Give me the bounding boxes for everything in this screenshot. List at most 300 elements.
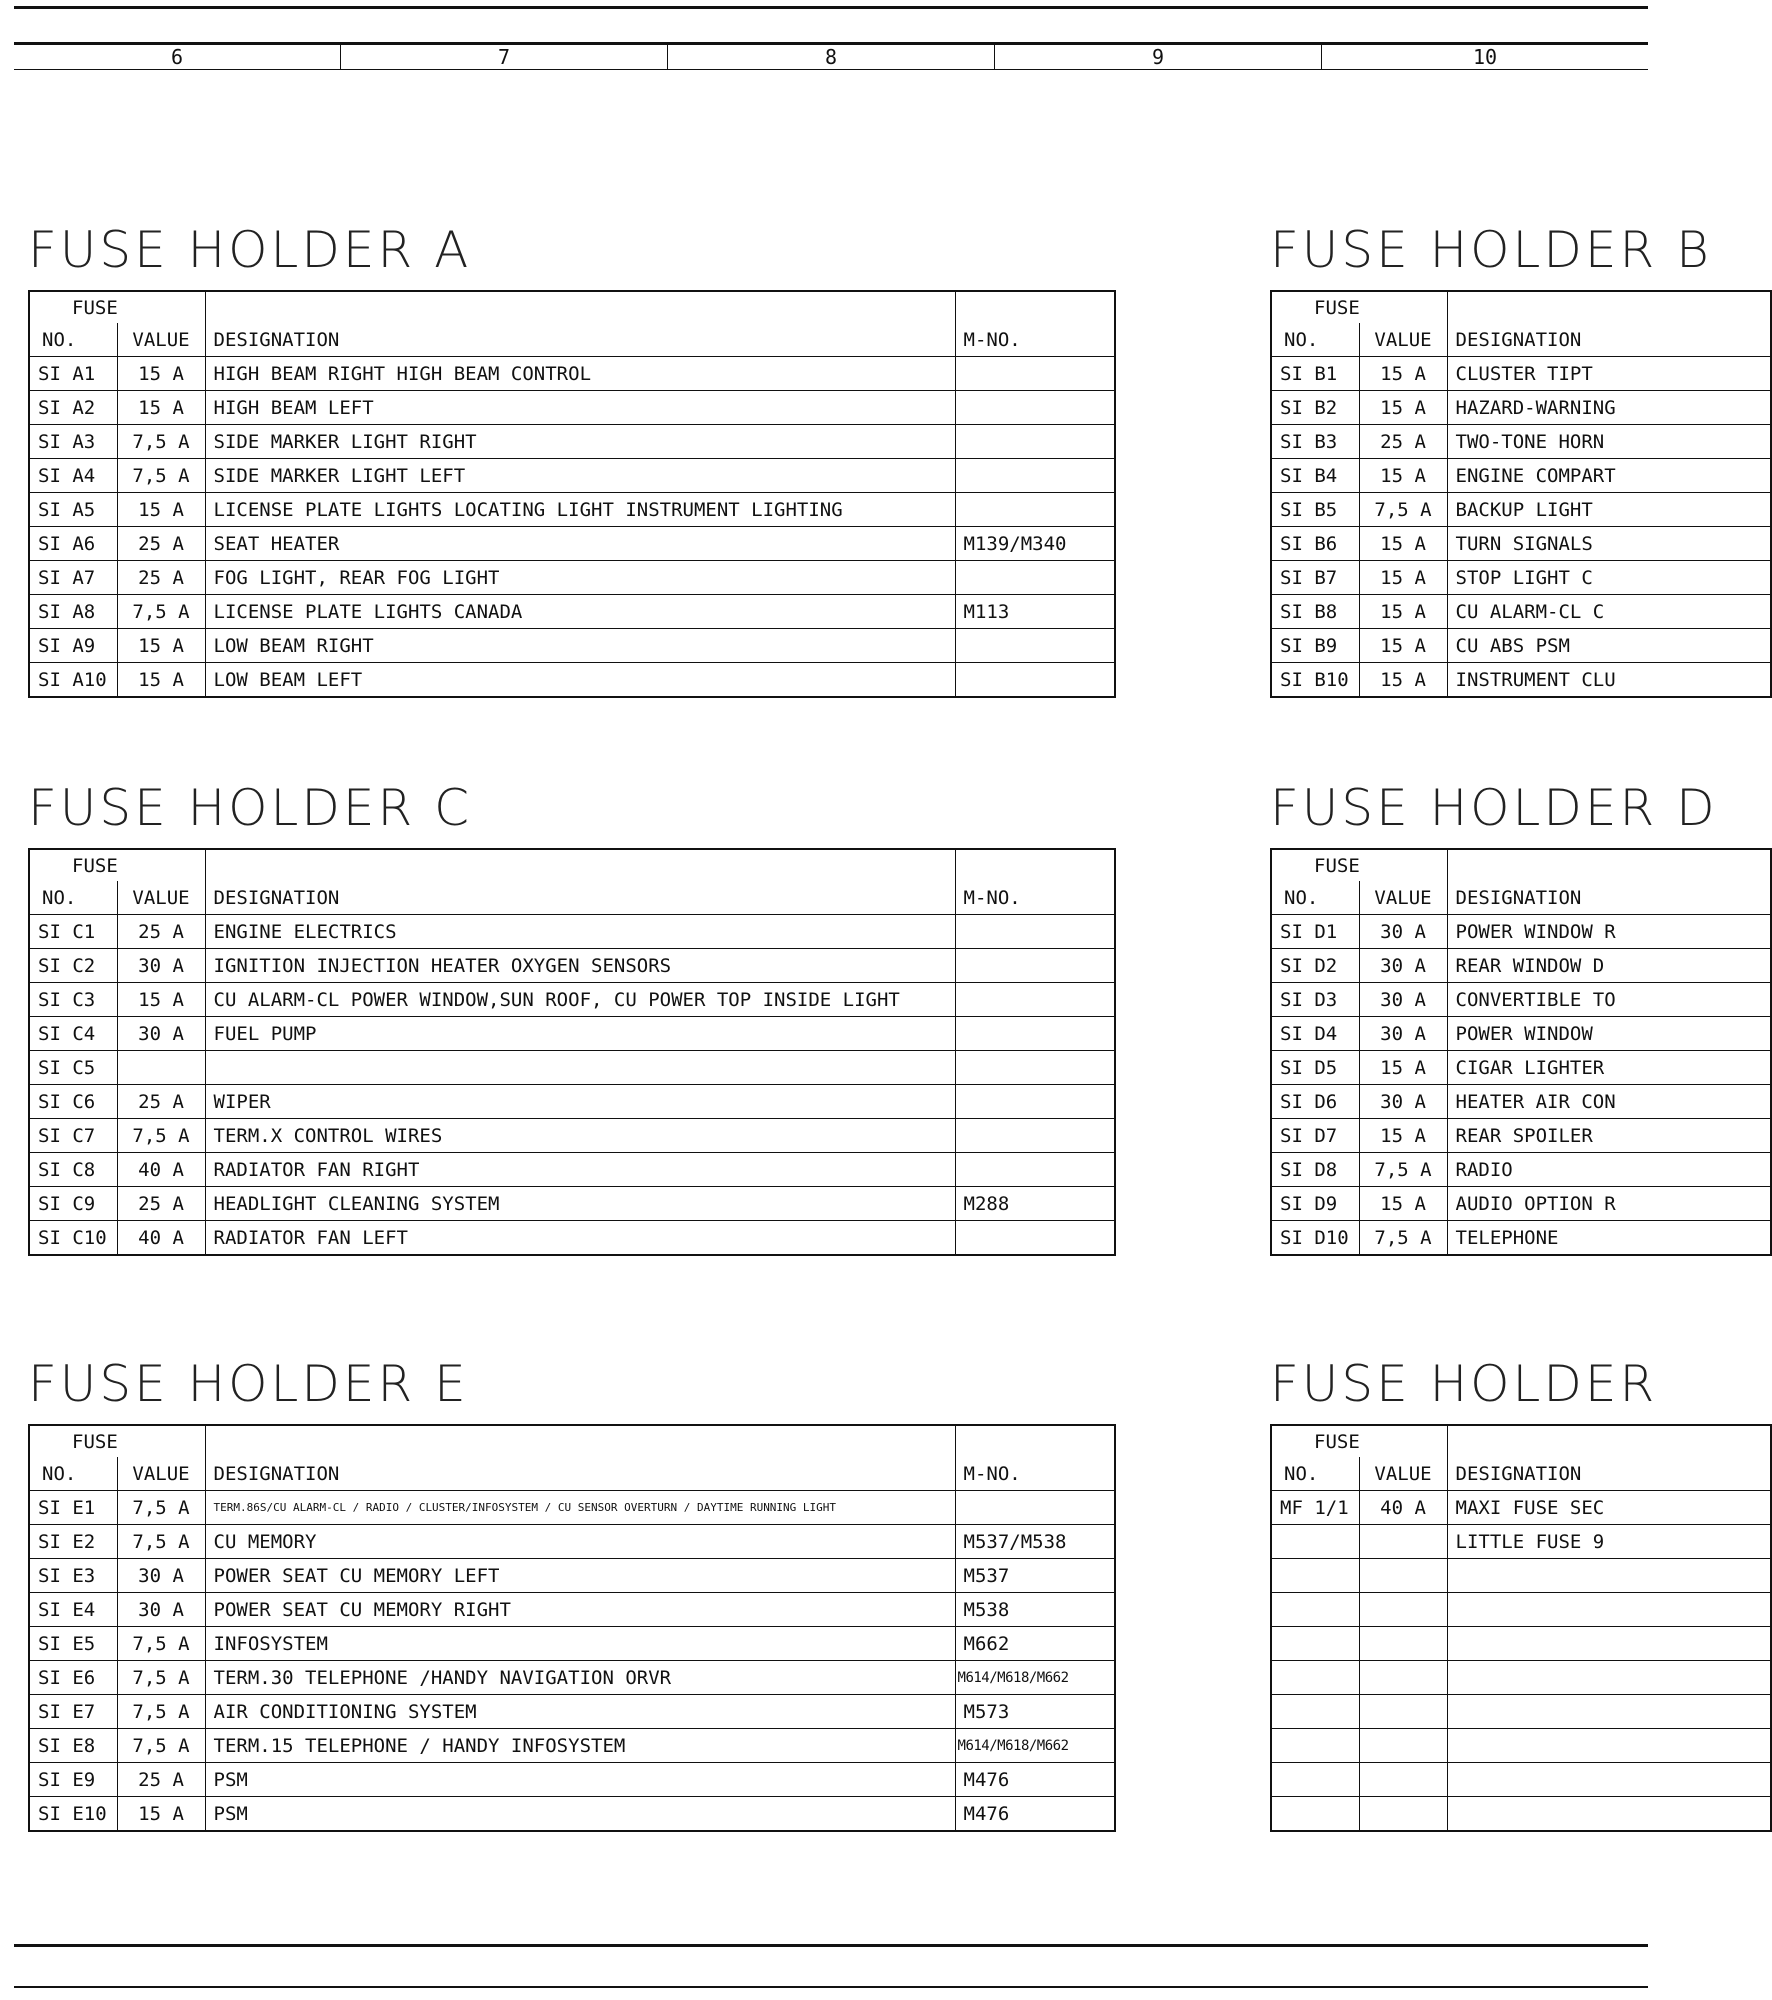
table-row — [1271, 915, 1771, 949]
fuse-number: SI E6 — [29, 1661, 117, 1695]
fuse-mno — [955, 357, 1115, 391]
fuse-group-header: FUSE — [29, 291, 205, 323]
fuse-number: SI B6 — [1271, 527, 1359, 561]
fuse-designation — [1447, 1695, 1771, 1729]
fuse-designation: SEAT HEATER — [205, 527, 955, 561]
table-row — [29, 949, 1115, 983]
fuse-holder-e — [28, 1356, 1116, 1832]
fuse-number: SI B3 — [1271, 425, 1359, 459]
fuse-value: 7,5 A — [1359, 493, 1447, 527]
header-spacer — [205, 1425, 955, 1457]
fuse-number: SI B2 — [1271, 391, 1359, 425]
holder-title: FUSE HOLDER D — [1270, 779, 1718, 837]
fuse-designation: TELEPHONE — [1447, 1221, 1771, 1256]
fuse-value: 15 A — [117, 983, 205, 1017]
table-row — [29, 1661, 1115, 1695]
fuse-value: 15 A — [1359, 391, 1447, 425]
fuse-mno: M288 — [955, 1187, 1115, 1221]
fuse-designation: HEADLIGHT CLEANING SYSTEM — [205, 1187, 955, 1221]
fuse-designation: CU ALARM-CL POWER WINDOW,SUN ROOF, CU POWER TOP INSIDE LIGHT — [205, 983, 955, 1017]
fuse-mno — [955, 983, 1115, 1017]
header-spacer — [955, 1425, 1115, 1457]
fuse-value: 30 A — [117, 1559, 205, 1593]
fuse-mno — [955, 1017, 1115, 1051]
table-row — [1271, 357, 1771, 391]
fuse-value: 25 A — [1359, 425, 1447, 459]
fuse-designation: CU MEMORY — [205, 1525, 955, 1559]
fuse-mno: M113 — [955, 595, 1115, 629]
fuse-designation: INSTRUMENT CLU — [1447, 663, 1771, 698]
fuse-value: 25 A — [117, 915, 205, 949]
fuse-number: SI C4 — [29, 1017, 117, 1051]
fuse-group-header: FUSE — [1271, 291, 1447, 323]
fuse-number: SI C9 — [29, 1187, 117, 1221]
fuse-number: SI B1 — [1271, 357, 1359, 391]
header-row — [29, 1457, 1115, 1491]
fuse-value: 7,5 A — [117, 459, 205, 493]
fuse-designation: STOP LIGHT C — [1447, 561, 1771, 595]
table-row — [1271, 1559, 1771, 1593]
table-row — [1271, 629, 1771, 663]
table-row — [29, 1085, 1115, 1119]
table-row — [1271, 1627, 1771, 1661]
fuse-group-header: FUSE — [29, 1425, 205, 1457]
fuse-holder-b — [1270, 222, 1772, 698]
header-spacer — [1447, 1425, 1771, 1457]
fuse-number: SI C8 — [29, 1153, 117, 1187]
table-row — [29, 1797, 1115, 1832]
fuse-designation: LICENSE PLATE LIGHTS LOCATING LIGHT INSTRUMENT LIGHTING — [205, 493, 955, 527]
fuse-number: SI C2 — [29, 949, 117, 983]
table-row — [29, 983, 1115, 1017]
fuse-designation: SIDE MARKER LIGHT RIGHT — [205, 425, 955, 459]
fuse-holder-d-clip — [1270, 779, 1718, 1270]
no-header: NO. — [29, 323, 117, 357]
fuse-designation — [1447, 1729, 1771, 1763]
table-row — [29, 459, 1115, 493]
fuse-number: SI B7 — [1271, 561, 1359, 595]
fuse-designation: ENGINE COMPART — [1447, 459, 1771, 493]
fuse-mno — [955, 663, 1115, 698]
header-row — [1271, 1457, 1771, 1491]
fuse-value: 15 A — [1359, 459, 1447, 493]
fuse-value — [1359, 1593, 1447, 1627]
table-row — [1271, 1187, 1771, 1221]
fuse-designation: PSM — [205, 1797, 955, 1832]
fuse-value: 40 A — [117, 1221, 205, 1256]
table-row — [29, 1729, 1115, 1763]
fuse-number: SI E9 — [29, 1763, 117, 1797]
no-header: NO. — [29, 1457, 117, 1491]
fuse-value: 15 A — [117, 357, 205, 391]
fuse-number: SI C7 — [29, 1119, 117, 1153]
header-spacer — [955, 849, 1115, 881]
table-row — [1271, 1051, 1771, 1085]
fuse-value: 15 A — [1359, 357, 1447, 391]
top-border-line — [14, 6, 1648, 9]
table-row — [1271, 527, 1771, 561]
ruler-cell: 9 — [994, 45, 1321, 69]
fuse-designation: SIDE MARKER LIGHT LEFT — [205, 459, 955, 493]
fuse-value: 15 A — [1359, 1051, 1447, 1085]
header-row — [1271, 323, 1771, 357]
mno-header: M-NO. — [955, 881, 1115, 915]
fuse-mno — [955, 391, 1115, 425]
fuse-number — [1271, 1525, 1359, 1559]
table-row — [29, 1187, 1115, 1221]
fuse-number: SI B8 — [1271, 595, 1359, 629]
fuse-holder-b-clip — [1270, 221, 1712, 712]
table-row — [1271, 1017, 1771, 1051]
no-header: NO. — [29, 881, 117, 915]
fuse-designation: RADIO — [1447, 1153, 1771, 1187]
fuse-value: 25 A — [117, 1187, 205, 1221]
fuse-mno — [955, 1119, 1115, 1153]
fuse-designation: HAZARD-WARNING — [1447, 391, 1771, 425]
fuse-number — [1271, 1797, 1359, 1832]
fuse-number: SI B4 — [1271, 459, 1359, 493]
fuse-value: 25 A — [117, 1085, 205, 1119]
fuse-number: SI A7 — [29, 561, 117, 595]
fuse-designation: REAR SPOILER — [1447, 1119, 1771, 1153]
fuse-designation: HIGH BEAM LEFT — [205, 391, 955, 425]
fuse-number: SI A6 — [29, 527, 117, 561]
fuse-group-header: FUSE — [1271, 1425, 1447, 1457]
fuse-designation: AUDIO OPTION R — [1447, 1187, 1771, 1221]
fuse-value — [1359, 1661, 1447, 1695]
fuse-value — [1359, 1559, 1447, 1593]
fuse-number: SI D3 — [1271, 983, 1359, 1017]
fuse-number: SI E2 — [29, 1525, 117, 1559]
table-row — [1271, 663, 1771, 698]
fuse-value: 7,5 A — [117, 425, 205, 459]
fuse-mno — [955, 949, 1115, 983]
holder-title: FUSE HOLDER — [1270, 1355, 1658, 1413]
fuse-designation: LICENSE PLATE LIGHTS CANADA — [205, 595, 955, 629]
fuse-number — [1271, 1695, 1359, 1729]
fuse-mno — [955, 1153, 1115, 1187]
table-row — [29, 1763, 1115, 1797]
table-row — [1271, 1593, 1771, 1627]
fuse-mno: M538 — [955, 1593, 1115, 1627]
fuse-number: SI B5 — [1271, 493, 1359, 527]
holder-title: FUSE HOLDER B — [1270, 221, 1712, 279]
fuse-mno: M662 — [955, 1627, 1115, 1661]
fuse-designation: TERM.30 TELEPHONE /HANDY NAVIGATION ORVR — [205, 1661, 955, 1695]
fuse-designation: HEATER AIR CON — [1447, 1085, 1771, 1119]
fuse-number: SI A2 — [29, 391, 117, 425]
fuse-group-header: FUSE — [1271, 849, 1447, 881]
header-row — [1271, 291, 1771, 323]
fuse-value: 7,5 A — [117, 1695, 205, 1729]
fuse-number — [1271, 1559, 1359, 1593]
fuse-value: 15 A — [1359, 527, 1447, 561]
fuse-number: SI A5 — [29, 493, 117, 527]
fuse-number: SI E1 — [29, 1491, 117, 1525]
fuse-designation: HIGH BEAM RIGHT HIGH BEAM CONTROL — [205, 357, 955, 391]
table-row — [1271, 595, 1771, 629]
no-header: NO. — [1271, 881, 1359, 915]
fuse-number: SI A9 — [29, 629, 117, 663]
fuse-mno — [955, 1085, 1115, 1119]
value-header: VALUE — [1359, 323, 1447, 357]
fuse-number: SI A4 — [29, 459, 117, 493]
fuse-number: SI C10 — [29, 1221, 117, 1256]
fuse-holder-a — [28, 222, 1116, 698]
fuse-number: SI E3 — [29, 1559, 117, 1593]
fuse-value: 15 A — [1359, 629, 1447, 663]
fuse-value: 30 A — [1359, 983, 1447, 1017]
fuse-table — [28, 1424, 1116, 1832]
fuse-value: 15 A — [1359, 1187, 1447, 1221]
fuse-mno — [955, 561, 1115, 595]
fuse-value: 30 A — [1359, 949, 1447, 983]
bottom-border-line — [14, 1986, 1648, 1988]
table-row — [1271, 493, 1771, 527]
table-row — [1271, 425, 1771, 459]
table-row — [29, 391, 1115, 425]
fuse-number: SI D4 — [1271, 1017, 1359, 1051]
fuse-value: 30 A — [1359, 1017, 1447, 1051]
value-header: VALUE — [1359, 881, 1447, 915]
table-row — [1271, 1763, 1771, 1797]
header-spacer — [205, 291, 955, 323]
header-row — [1271, 849, 1771, 881]
table-row — [1271, 391, 1771, 425]
no-header: NO. — [1271, 1457, 1359, 1491]
table-row — [29, 1525, 1115, 1559]
fuse-value: 25 A — [117, 561, 205, 595]
fuse-number — [1271, 1593, 1359, 1627]
table-row — [29, 425, 1115, 459]
fuse-number: SI C3 — [29, 983, 117, 1017]
table-row — [29, 1593, 1115, 1627]
header-row — [29, 849, 1115, 881]
fuse-value: 30 A — [1359, 915, 1447, 949]
fuse-designation — [1447, 1661, 1771, 1695]
table-row — [29, 1221, 1115, 1256]
fuse-number — [1271, 1729, 1359, 1763]
header-row — [29, 881, 1115, 915]
fuse-number: SI A10 — [29, 663, 117, 698]
fuse-value: 40 A — [1359, 1491, 1447, 1525]
fuse-number: SI D8 — [1271, 1153, 1359, 1187]
table-row — [29, 663, 1115, 698]
header-row — [29, 323, 1115, 357]
header-spacer — [205, 849, 955, 881]
fuse-designation: CLUSTER TIPT — [1447, 357, 1771, 391]
value-header: VALUE — [117, 323, 205, 357]
table-row — [1271, 949, 1771, 983]
fuse-group-header: FUSE — [29, 849, 205, 881]
holder-title: FUSE HOLDER A — [28, 221, 472, 279]
fuse-number: SI B10 — [1271, 663, 1359, 698]
fuse-mno: M476 — [955, 1763, 1115, 1797]
ruler-cell: 8 — [667, 45, 994, 69]
fuse-value: 40 A — [117, 1153, 205, 1187]
bottom-border-line — [14, 1944, 1648, 1947]
header-row — [29, 1425, 1115, 1457]
fuse-number: SI C1 — [29, 915, 117, 949]
fuse-designation — [1447, 1593, 1771, 1627]
fuse-value: 30 A — [117, 1593, 205, 1627]
fuse-value: 7,5 A — [117, 1119, 205, 1153]
fuse-designation: TERM.86S/CU ALARM-CL / RADIO / CLUSTER/INFOSYSTEM / CU SENSOR OVERTURN / DAYTIME RUNNING LIGHT — [205, 1491, 955, 1525]
fuse-designation: LOW BEAM LEFT — [205, 663, 955, 698]
fuse-designation: FUEL PUMP — [205, 1017, 955, 1051]
fuse-number: SI E10 — [29, 1797, 117, 1832]
fuse-designation: AIR CONDITIONING SYSTEM — [205, 1695, 955, 1729]
table-row — [1271, 1729, 1771, 1763]
header-spacer — [955, 291, 1115, 323]
fuse-designation: CU ABS PSM — [1447, 629, 1771, 663]
fuse-table — [28, 290, 1116, 698]
fuse-value: 15 A — [1359, 663, 1447, 698]
table-row — [1271, 1221, 1771, 1256]
fuse-value: 15 A — [117, 391, 205, 425]
fuse-mno: M614/M618/M662 — [955, 1729, 1115, 1763]
fuse-value: 15 A — [117, 493, 205, 527]
fuse-designation — [1447, 1763, 1771, 1797]
fuse-value: 15 A — [1359, 561, 1447, 595]
fuse-table — [1270, 848, 1772, 1256]
fuse-designation — [1447, 1797, 1771, 1832]
table-row — [29, 1017, 1115, 1051]
fuse-number: SI D10 — [1271, 1221, 1359, 1256]
fuse-number — [1271, 1627, 1359, 1661]
header-spacer — [1447, 291, 1771, 323]
no-header: NO. — [1271, 323, 1359, 357]
fuse-value: 7,5 A — [117, 1627, 205, 1661]
fuse-designation — [1447, 1627, 1771, 1661]
fuse-value — [1359, 1525, 1447, 1559]
fuse-value — [1359, 1627, 1447, 1661]
fuse-number: SI A8 — [29, 595, 117, 629]
fuse-designation: REAR WINDOW D — [1447, 949, 1771, 983]
fuse-mno — [955, 629, 1115, 663]
fuse-value: 7,5 A — [117, 1525, 205, 1559]
fuse-designation: PSM — [205, 1763, 955, 1797]
fuse-number: SI A3 — [29, 425, 117, 459]
fuse-designation: CONVERTIBLE TO — [1447, 983, 1771, 1017]
fuse-mno: M537 — [955, 1559, 1115, 1593]
table-row — [29, 357, 1115, 391]
table-row — [1271, 459, 1771, 493]
value-header: VALUE — [117, 881, 205, 915]
fuse-number: SI D6 — [1271, 1085, 1359, 1119]
fuse-holder-d — [1270, 780, 1772, 1256]
fuse-table — [28, 848, 1116, 1256]
header-row — [1271, 1425, 1771, 1457]
fuse-value — [1359, 1797, 1447, 1832]
fuse-number: SI D7 — [1271, 1119, 1359, 1153]
fuse-designation: ENGINE ELECTRICS — [205, 915, 955, 949]
fuse-table — [1270, 1424, 1772, 1832]
table-row — [29, 595, 1115, 629]
fuse-number: SI E7 — [29, 1695, 117, 1729]
fuse-value: 15 A — [1359, 1119, 1447, 1153]
fuse-holder-f-clip — [1270, 1355, 1658, 1846]
fuse-value: 7,5 A — [117, 1661, 205, 1695]
table-row — [29, 1695, 1115, 1729]
fuse-designation: TURN SIGNALS — [1447, 527, 1771, 561]
fuse-holder-c — [28, 780, 1116, 1256]
ruler-cell: 10 — [1321, 45, 1648, 69]
fuse-designation: POWER WINDOW — [1447, 1017, 1771, 1051]
ruler-cell: 7 — [340, 45, 667, 69]
table-row — [1271, 1119, 1771, 1153]
value-header: VALUE — [1359, 1457, 1447, 1491]
fuse-designation: FOG LIGHT, REAR FOG LIGHT — [205, 561, 955, 595]
table-row — [1271, 1491, 1771, 1525]
table-row — [1271, 983, 1771, 1017]
fuse-value: 15 A — [117, 629, 205, 663]
fuse-designation: POWER SEAT CU MEMORY RIGHT — [205, 1593, 955, 1627]
fuse-mno: M573 — [955, 1695, 1115, 1729]
fuse-value: 7,5 A — [117, 1491, 205, 1525]
fuse-value: 7,5 A — [1359, 1221, 1447, 1256]
fuse-designation: TERM.15 TELEPHONE / HANDY INFOSYSTEM — [205, 1729, 955, 1763]
table-row — [29, 1119, 1115, 1153]
table-row — [1271, 1153, 1771, 1187]
designation-header: DESIGNATION — [205, 1457, 955, 1491]
fuse-number: SI C5 — [29, 1051, 117, 1085]
fuse-mno — [955, 1491, 1115, 1525]
header-row — [29, 291, 1115, 323]
table-row — [1271, 1085, 1771, 1119]
fuse-designation: RADIATOR FAN RIGHT — [205, 1153, 955, 1187]
fuse-number: SI D9 — [1271, 1187, 1359, 1221]
fuse-number: SI D5 — [1271, 1051, 1359, 1085]
fuse-value: 30 A — [117, 949, 205, 983]
table-row — [1271, 561, 1771, 595]
fuse-number: SI E4 — [29, 1593, 117, 1627]
fuse-designation — [1447, 1559, 1771, 1593]
header-spacer — [1447, 849, 1771, 881]
fuse-designation: TWO-TONE HORN — [1447, 425, 1771, 459]
fuse-value: 25 A — [117, 527, 205, 561]
fuse-number: SI C6 — [29, 1085, 117, 1119]
fuse-value: 7,5 A — [117, 1729, 205, 1763]
fuse-number: SI E8 — [29, 1729, 117, 1763]
fuse-designation: IGNITION INJECTION HEATER OXYGEN SENSORS — [205, 949, 955, 983]
fuse-mno — [955, 459, 1115, 493]
fuse-value — [1359, 1729, 1447, 1763]
table-row — [1271, 1695, 1771, 1729]
fuse-value: 15 A — [117, 663, 205, 698]
table-row — [29, 629, 1115, 663]
designation-header: DESIGNATION — [1447, 881, 1771, 915]
fuse-designation: WIPER — [205, 1085, 955, 1119]
fuse-number: SI B9 — [1271, 629, 1359, 663]
fuse-number — [1271, 1763, 1359, 1797]
header-row — [1271, 881, 1771, 915]
mno-header: M-NO. — [955, 1457, 1115, 1491]
table-row — [29, 1491, 1115, 1525]
designation-header: DESIGNATION — [205, 881, 955, 915]
table-row — [29, 1627, 1115, 1661]
fuse-designation: TERM.X CONTROL WIRES — [205, 1119, 955, 1153]
fuse-value: 30 A — [117, 1017, 205, 1051]
ruler-cell: 6 — [170, 45, 184, 69]
column-ruler — [14, 42, 1648, 70]
table-row — [29, 1559, 1115, 1593]
fuse-value: 15 A — [117, 1797, 205, 1832]
table-row — [29, 527, 1115, 561]
fuse-value — [117, 1051, 205, 1085]
holder-title: FUSE HOLDER E — [28, 1355, 469, 1413]
fuse-value: 7,5 A — [117, 595, 205, 629]
